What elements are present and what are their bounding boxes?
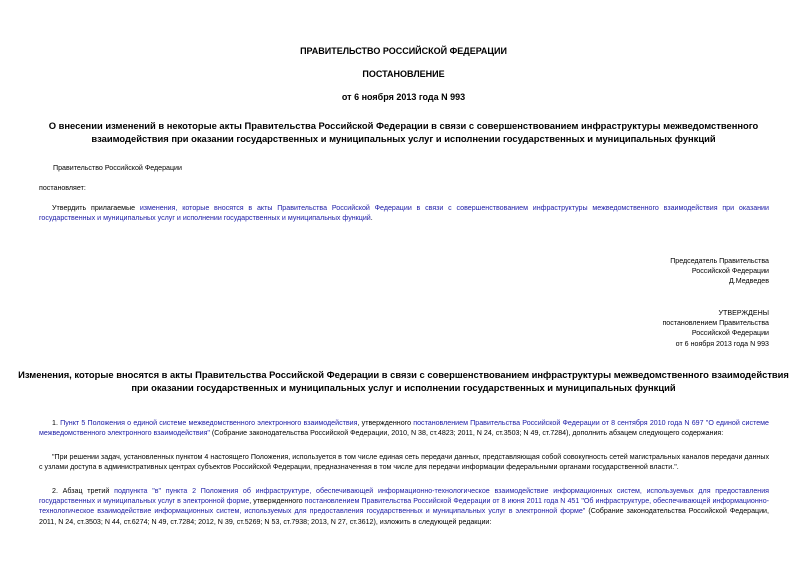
paragraph-1	[39, 418, 769, 438]
approved-line-1: УТВЕРЖДЕНЫ	[718, 309, 769, 317]
paragraph-2-link-2[interactable]: постановлением Правительства Российской Федерации от 8 июня 2011 года N 451 "Об инфраструктуре, обеспечивающей информационно-технологическое взаимодействие информационных систем, используемых для предоставления государственных и муниципальных услуг в электронной форме"	[39, 497, 770, 516]
approved-line-2: постановлением Правительства	[662, 319, 769, 328]
changes-title	[0, 368, 807, 394]
paragraph-1-number: 1.	[52, 419, 61, 427]
paragraph-2-number: 2. Абзац третий	[52, 487, 115, 495]
quote-paragraph: "При решении задач, установленных пунктом 4 настоящего Положения, используется в том числе единая сеть передачи данных, представляющая собой совокупность сетей магистральных каналов передачи данных с узлами доступа в административных центрах субъектов Российской Федерации, предназначенная в том числе для передачи информации федеральными органами государственной власти.".	[39, 453, 769, 472]
approved-line-3: Российской Федерации	[691, 329, 769, 338]
date-number: от 6 ноября 2013 года N 993	[341, 92, 466, 102]
paragraph-1-mid: , утвержденного	[357, 419, 414, 427]
changes-title-line-1: Изменения, которые вносятся в акты Правительства Российской Федерации в связи с совершенствованием инфраструктуры межведомственного взаимодействия	[18, 369, 789, 380]
approved-block	[469, 308, 769, 349]
approve-text-pre: Утвердить прилагаемые	[52, 204, 140, 212]
approve-paragraph	[39, 203, 769, 223]
signature-block	[469, 256, 769, 287]
document-title-line-1: О внесении изменений в некоторые акты Правительства Российской Федерации в связи с совершенствованием инфраструктуры межведомственного	[48, 120, 759, 131]
paragraph-2-link-1[interactable]: подпункта "в" пункта 2 Положения об инфраструктуре, обеспечивающей информационно-технологическое взаимодействие информационных систем, используемых для предоставления государственных и муниципальных услуг в электронной форме	[39, 487, 770, 506]
changes-link[interactable]: изменения, которые вносятся в акты Правительства Российской Федерации в связи с совершенствованием инфраструктуры межведомственного взаимодействия при оказании государственных и муниципальных услуг и исполнении государственных и муниципальных функций	[39, 204, 769, 223]
government-label: Правительство Российской Федерации	[53, 164, 182, 172]
approved-line-4: от 6 ноября 2013 года N 993	[675, 339, 769, 348]
paragraph-2	[39, 486, 769, 527]
paragraph-1-link-2[interactable]: постановлением Правительства Российской Федерации от 8 сентября 2010 года N 697 "О единой системе межведомственного электронного взаимодействия"	[39, 419, 770, 438]
signature-line-2: Российской Федерации	[691, 267, 769, 276]
signature-line-1: Председатель Правительства	[670, 257, 769, 265]
paragraph-1-link-1[interactable]: Пункт 5 Положения о единой системе межведомственного электронного взаимодействия	[60, 419, 358, 427]
org-heading: ПРАВИТЕЛЬСТВО РОССИЙСКОЙ ФЕДЕРАЦИИ	[300, 46, 507, 56]
signature-line-3: Д.Медведев	[728, 277, 769, 286]
paragraph-1-tail: (Собрание законодательства Российской Федерации, 2010, N 38, ст.4823; 2011, N 24, ст.3503; N 49, ст.7284), дополнить абзацем следующего содержания:	[209, 429, 724, 438]
decides-label: постановляет:	[39, 184, 86, 192]
paragraph-2-mid: , утвержденного	[249, 497, 305, 506]
document-title	[0, 119, 807, 145]
document-title-line-2: взаимодействия при оказании государственных и муниципальных услуг и исполнении государственных и муниципальных функций	[91, 133, 716, 144]
changes-title-line-2: при оказании государственных и муниципальных услуг и исполнении государственных и муниципальных функций	[131, 382, 676, 393]
paragraph-2-tail: (Собрание законодательства Российской Федерации, 2011, N 24, ст.3503; N 44, ст.6274; N 49, ст.7284; 2012, N 39, ст.5269; N 53, ст.7938; 2013, N 27, ст.3612), изложить в следующей редакции:	[39, 507, 769, 526]
doc-type-heading: ПОСТАНОВЛЕНИЕ	[362, 69, 445, 79]
approve-text-post: .	[370, 214, 373, 223]
